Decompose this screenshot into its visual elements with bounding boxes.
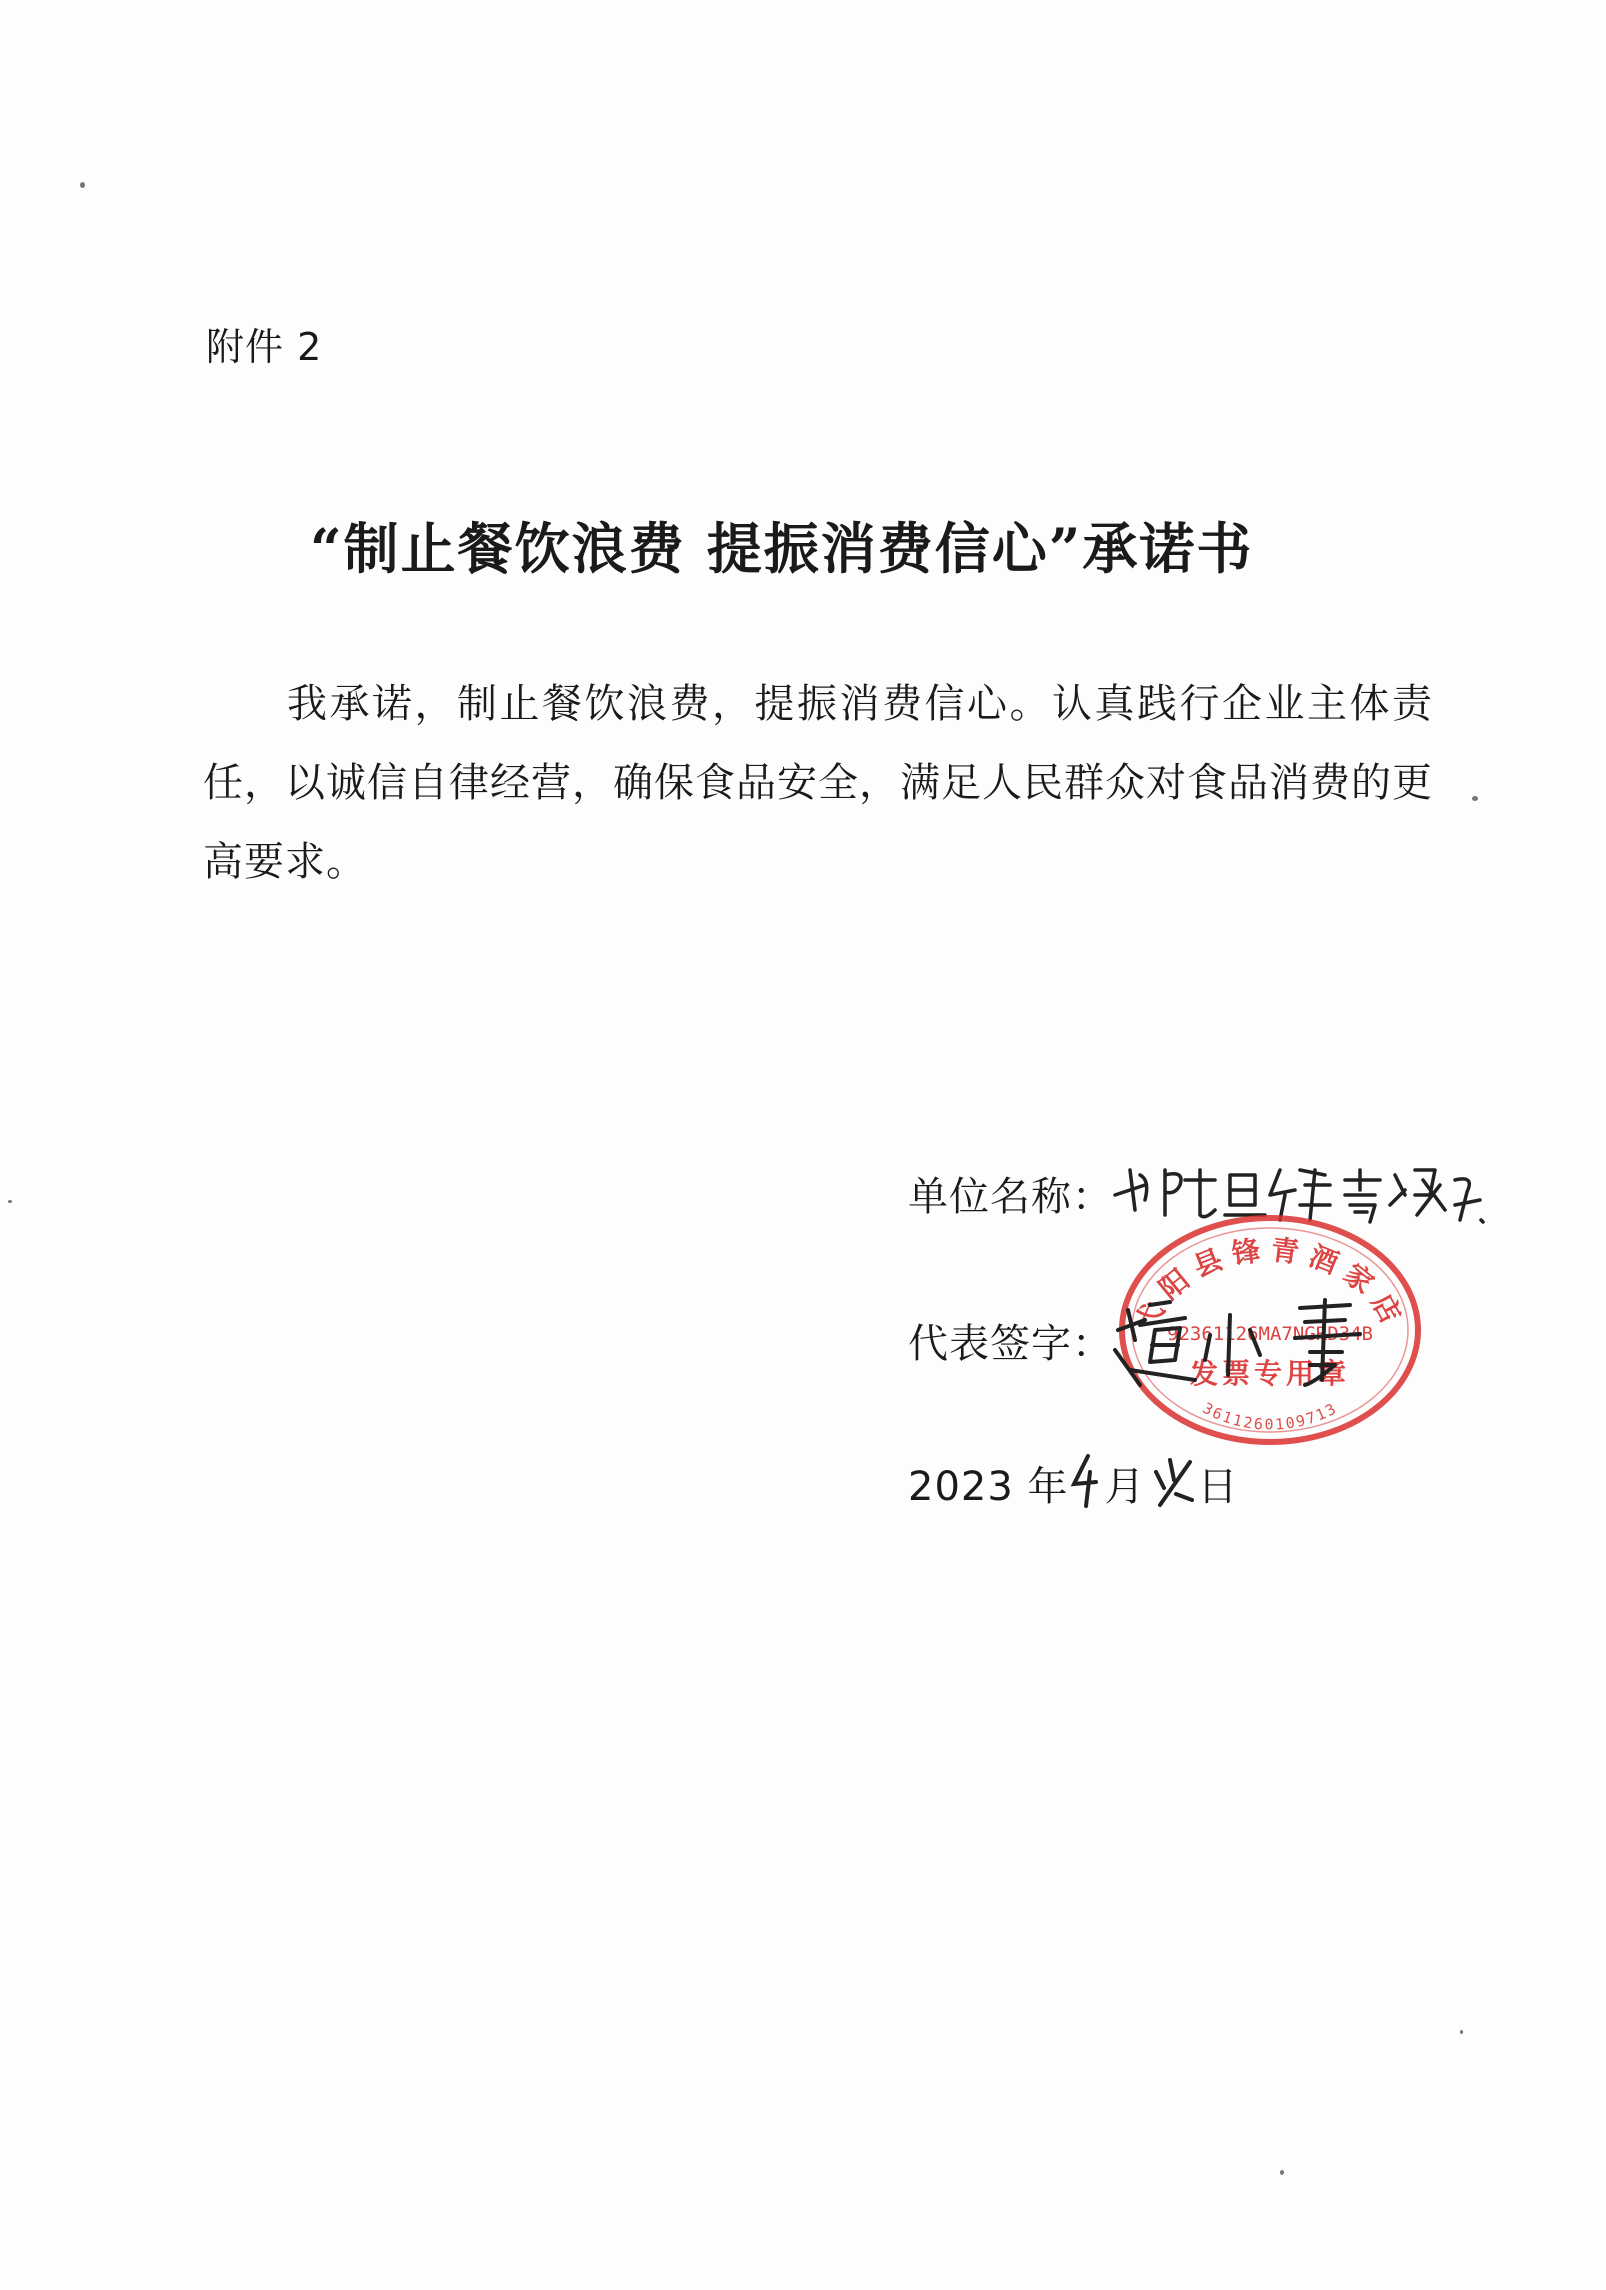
pledge-body: 我承诺，制止餐饮浪费，提振消费信心。认真践行企业主体责任，以诚信自律经营，确保食品安全，满足人民群众对食品消费的更高要求。 bbox=[203, 681, 1433, 885]
scan-speck bbox=[80, 182, 85, 188]
representative-row bbox=[908, 1312, 1113, 1369]
seal-middle-code: 92361126MA7NGRD34B bbox=[1167, 1323, 1373, 1345]
seal-bottom-code: 3611260109713 bbox=[1199, 1398, 1341, 1434]
date-month-suffix: 月 bbox=[1104, 1464, 1146, 1510]
unit-name-row bbox=[908, 1165, 1113, 1222]
attachment-label: 附件 2 bbox=[206, 325, 323, 369]
seal-top-text: 弋阳县锋青酒家店 bbox=[1128, 1233, 1412, 1337]
unit-name-label: 单位名称： bbox=[908, 1174, 1113, 1220]
document-title: “制止餐饮浪费 提振消费信心”承诺书 bbox=[310, 516, 1254, 581]
svg-text:弋阳县锋青酒家店 bbox=[1128, 1233, 1411, 1337]
seal-bottom-text: 发票专用章 bbox=[1189, 1357, 1351, 1390]
scan-speck bbox=[1280, 2170, 1284, 2175]
scan-speck bbox=[1460, 2030, 1463, 2034]
handwritten-signature bbox=[1110, 1290, 1380, 1390]
date-year: 2023 年 bbox=[908, 1464, 1069, 1510]
scan-speck bbox=[1472, 796, 1478, 801]
date-row bbox=[908, 1455, 1239, 1512]
representative-label: 代表签字： bbox=[908, 1321, 1113, 1367]
official-seal bbox=[1110, 1205, 1430, 1455]
scan-speck bbox=[8, 1200, 12, 1203]
svg-text:3611260109713 bbox=[1200, 1399, 1341, 1434]
date-day-suffix: 日 bbox=[1197, 1464, 1239, 1510]
handwritten-unit-name bbox=[1105, 1150, 1485, 1230]
